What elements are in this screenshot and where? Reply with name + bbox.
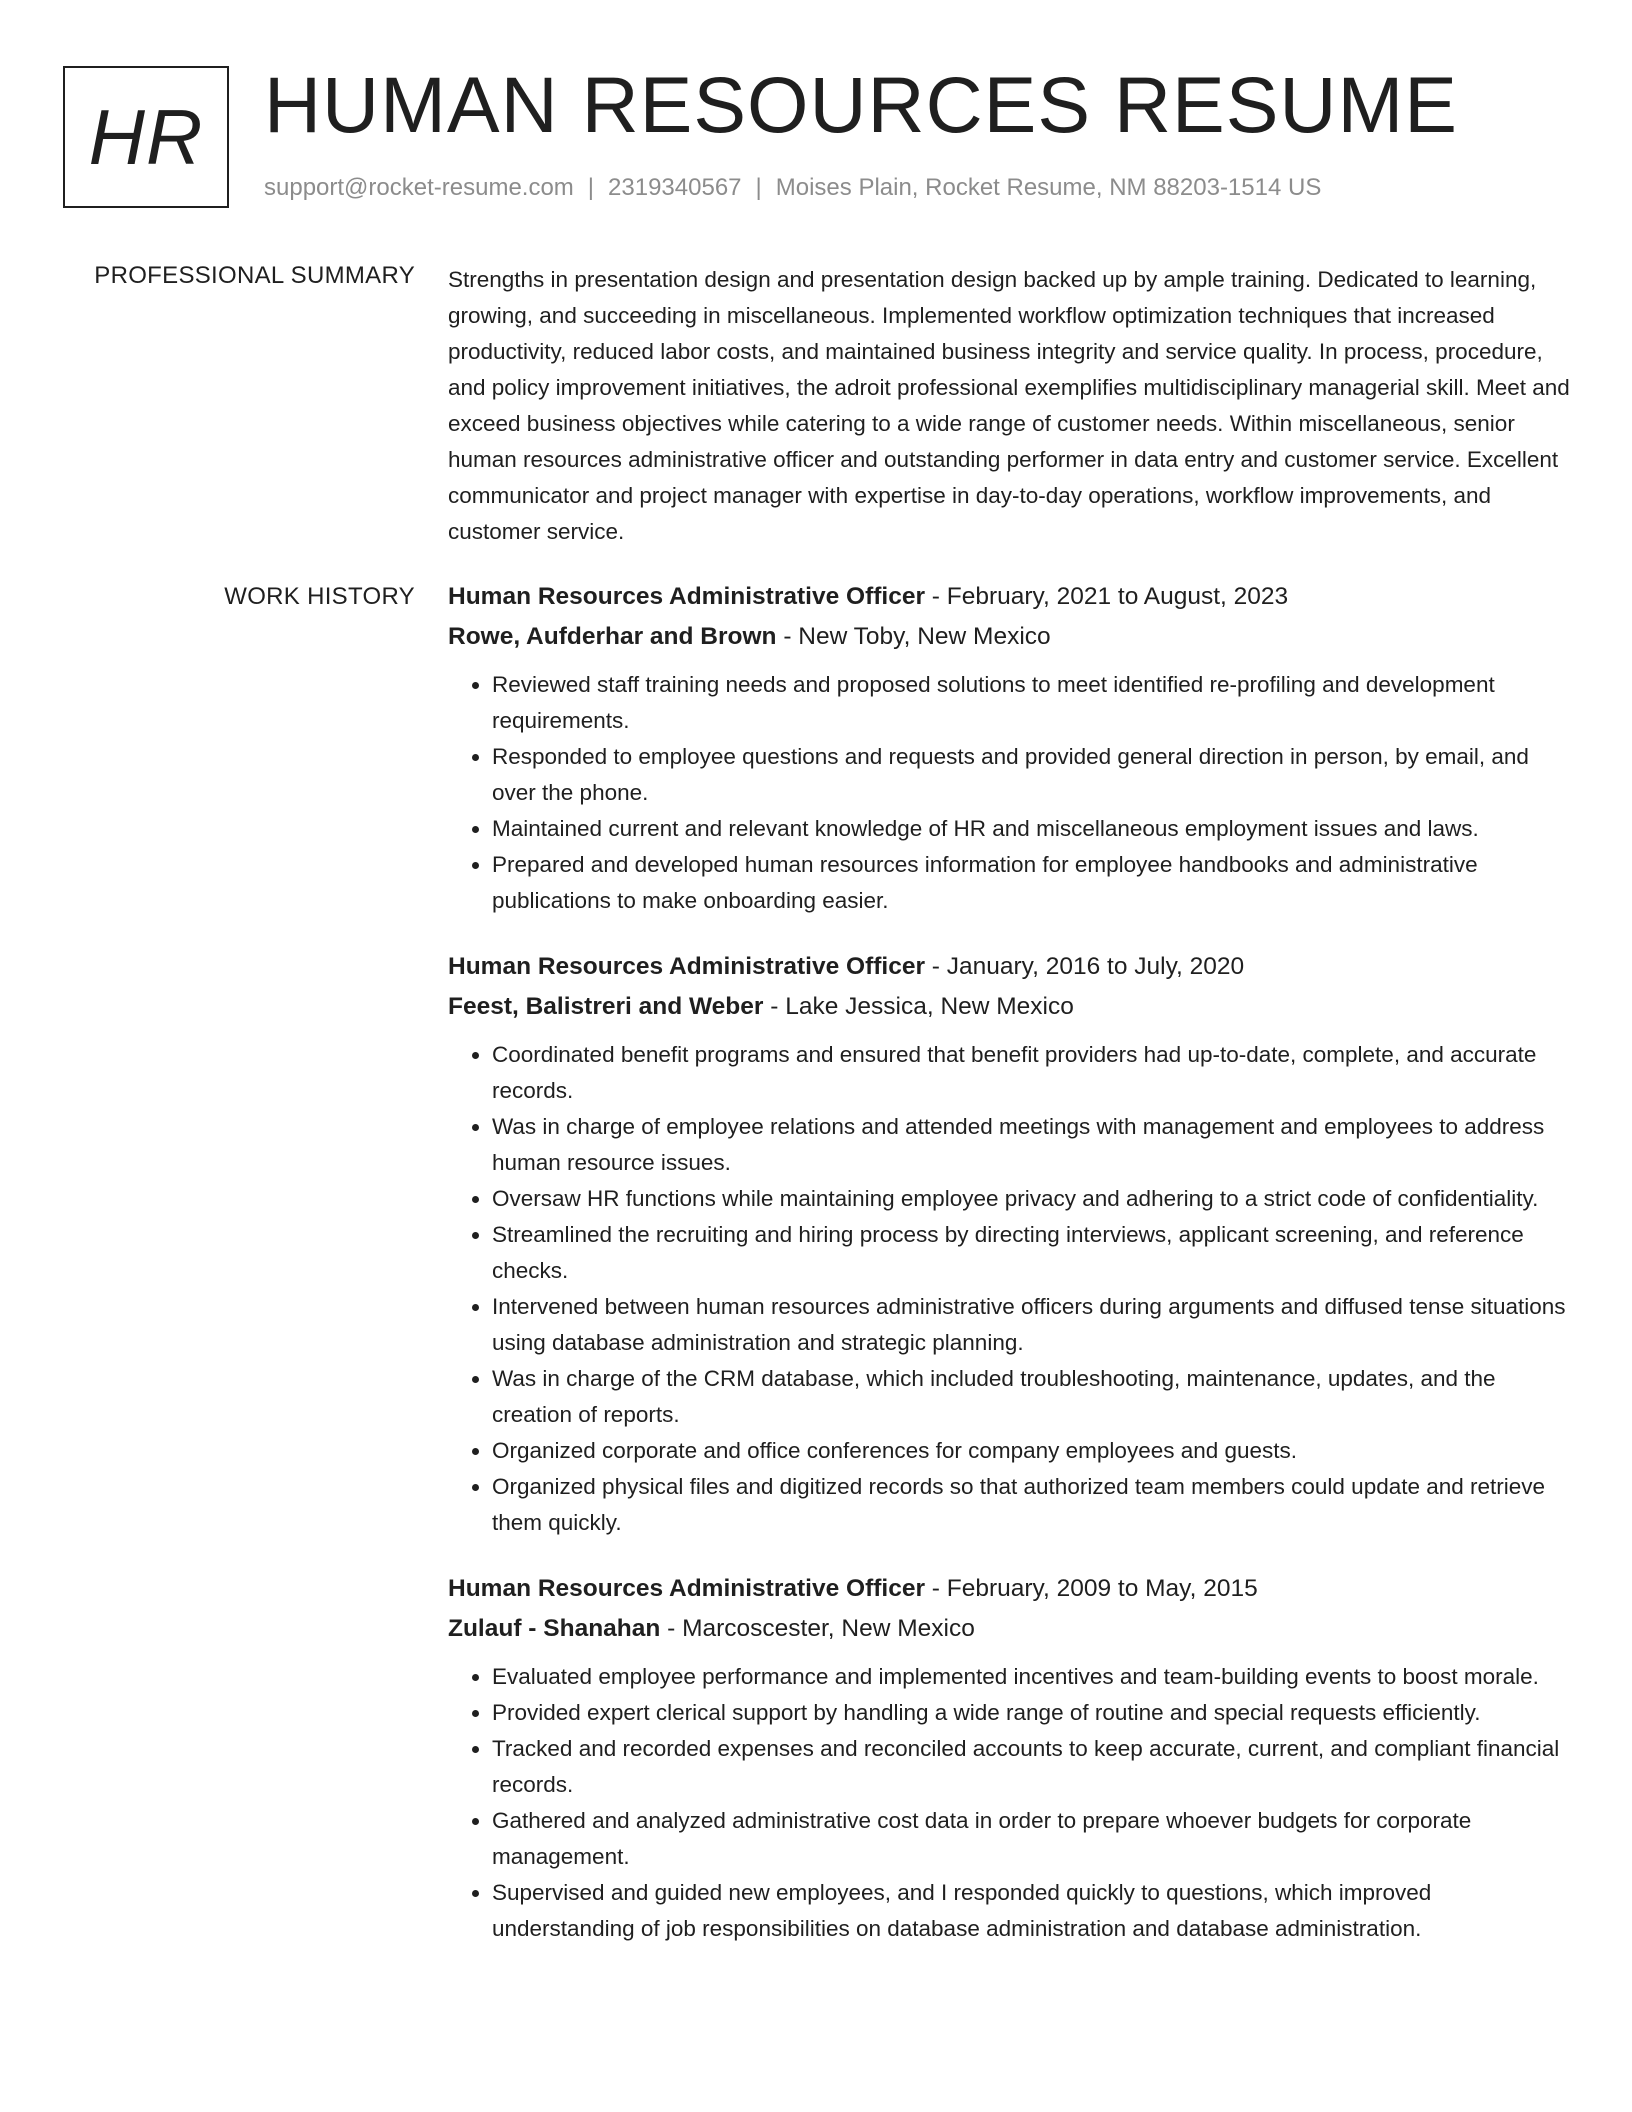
job-title: Human Resources Administrative Officer bbox=[448, 953, 925, 980]
section-label-summary: PROFESSIONAL SUMMARY bbox=[94, 262, 415, 289]
job-title-line bbox=[448, 947, 1570, 987]
summary-body bbox=[448, 262, 1570, 550]
job-location: - New Toby, New Mexico bbox=[776, 623, 1051, 650]
job-bullet-list bbox=[448, 667, 1570, 919]
job-bullet: • Reviewed staff training needs and proposed solutions to meet identified re-profiling and development requirements. bbox=[492, 667, 1570, 739]
summary-text: Strengths in presentation design and presentation design backed up by ample training. Dedicated to learning, growing, and succeeding in miscellaneous. Implemented workflow optimization techniques that increased productivity, reduced labor costs, and maintained business integrity and service quality. In process, procedure, and policy improvement initiatives, the adroit professional exemplifies multidisciplinary managerial skill. Meet and exceed business objectives while catering to a wide range of customer needs. Within miscellaneous, senior human resources administrative officer and outstanding performer in data entry and customer service. Excellent communicator and project manager with expertise in day-to-day operations, workflow improvements, and customer service. bbox=[448, 267, 1570, 544]
contact-separator: | bbox=[755, 174, 762, 201]
job-bullet: • Prepared and developed human resources information for employee handbooks and administrative publications to make onboarding easier. bbox=[492, 847, 1570, 919]
job-bullet: • Supervised and guided new employees, and I responded quickly to questions, which improved understanding of job responsibilities on database administration and database administration. bbox=[492, 1875, 1570, 1947]
job-title: Human Resources Administrative Officer bbox=[448, 583, 925, 610]
job-location: - Lake Jessica, New Mexico bbox=[763, 993, 1074, 1020]
contact-address: Moises Plain, Rocket Resume, NM 88203-1514 US bbox=[775, 174, 1322, 201]
job-company: Feest, Balistreri and Weber bbox=[448, 993, 764, 1020]
resume-title: HUMAN RESOURCES RESUME bbox=[264, 60, 1458, 149]
job-company: Rowe, Aufderhar and Brown bbox=[448, 623, 777, 650]
job-bullet: • Was in charge of employee relations and attended meetings with management and employees to address human resource issues. bbox=[492, 1109, 1570, 1181]
job-title: Human Resources Administrative Officer bbox=[448, 1575, 925, 1602]
job-bullet: • Organized corporate and office conferences for company employees and guests. bbox=[492, 1433, 1570, 1469]
job-bullet: • Streamlined the recruiting and hiring process by directing interviews, applicant screening, and reference checks. bbox=[492, 1217, 1570, 1289]
section-label-work-history: WORK HISTORY bbox=[224, 583, 415, 610]
job-entry bbox=[448, 577, 1570, 919]
job-bullet: • Intervened between human resources administrative officers during arguments and diffused tense situations using database administration and strategic planning. bbox=[492, 1289, 1570, 1361]
job-company: Zulauf - Shanahan bbox=[448, 1615, 661, 1642]
job-bullet: • Provided expert clerical support by handling a wide range of routine and special requests efficiently. bbox=[492, 1695, 1570, 1731]
job-location: - Marcoscester, New Mexico bbox=[660, 1615, 975, 1642]
job-bullet: • Tracked and recorded expenses and reconciled accounts to keep accurate, current, and compliant financial records. bbox=[492, 1731, 1570, 1803]
contact-line bbox=[264, 174, 1321, 202]
job-title-line bbox=[448, 577, 1570, 617]
job-bullet-list bbox=[448, 1659, 1570, 1947]
contact-phone: 2319340567 bbox=[608, 174, 742, 201]
job-bullet-list bbox=[448, 1037, 1570, 1541]
job-bullet: • Gathered and analyzed administrative cost data in order to prepare whoever budgets for corporate management. bbox=[492, 1803, 1570, 1875]
contact-separator: | bbox=[587, 174, 595, 201]
job-entry bbox=[448, 947, 1570, 1541]
job-company-line bbox=[448, 617, 1570, 657]
contact-email: support@rocket-resume.com bbox=[264, 174, 574, 201]
job-bullet: • Responded to employee questions and requests and provided general direction in person, by email, and over the phone. bbox=[492, 739, 1570, 811]
job-bullet: • Oversaw HR functions while maintaining employee privacy and adhering to a strict code of confidentiality. bbox=[492, 1181, 1570, 1217]
job-bullet: • Organized physical files and digitized records so that authorized team members could update and retrieve them quickly. bbox=[492, 1469, 1570, 1541]
job-dates: - February, 2009 to May, 2015 bbox=[924, 1575, 1258, 1602]
job-bullet: • Was in charge of the CRM database, which included troubleshooting, maintenance, updates, and the creation of reports. bbox=[492, 1361, 1570, 1433]
job-dates: - February, 2021 to August, 2023 bbox=[924, 583, 1289, 610]
work-history-body bbox=[448, 577, 1570, 1975]
job-bullet: • Evaluated employee performance and implemented incentives and team-building events to boost morale. bbox=[492, 1659, 1570, 1695]
job-company-line bbox=[448, 987, 1570, 1027]
job-dates: - January, 2016 to July, 2020 bbox=[924, 953, 1245, 980]
job-entry bbox=[448, 1569, 1570, 1947]
job-bullet: • Coordinated benefit programs and ensured that benefit providers had up-to-date, complete, and accurate records. bbox=[492, 1037, 1570, 1109]
job-company-line bbox=[448, 1609, 1570, 1649]
resume-header bbox=[63, 60, 1563, 210]
job-title-line bbox=[448, 1569, 1570, 1609]
job-bullet: • Maintained current and relevant knowledge of HR and miscellaneous employment issues and laws. bbox=[492, 811, 1570, 847]
monogram-logo: HR bbox=[63, 66, 229, 208]
